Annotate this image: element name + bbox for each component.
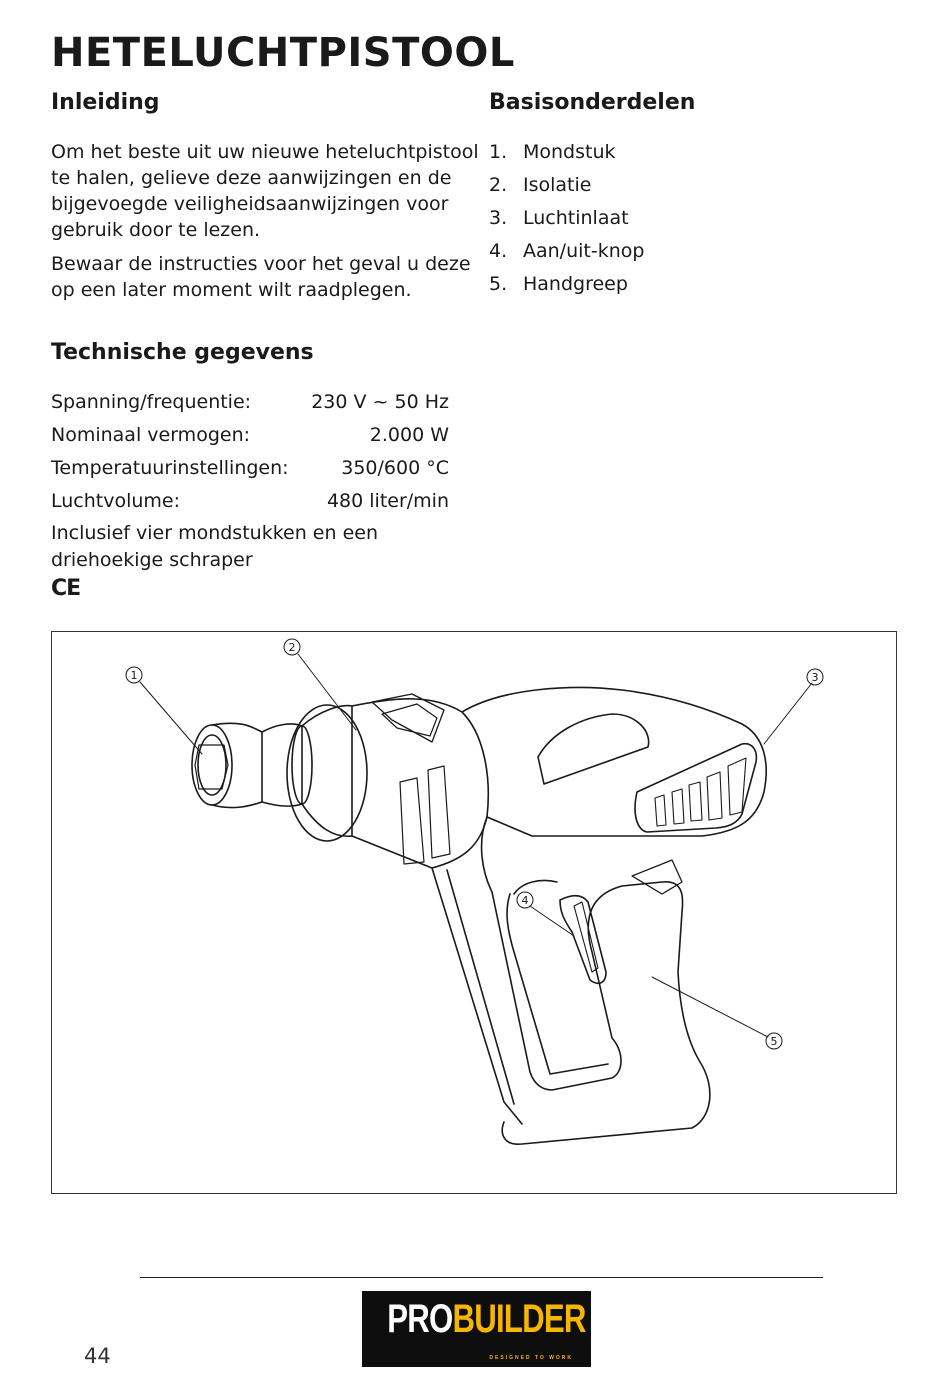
product-diagram	[51, 631, 897, 1194]
logo-pro: PRO	[387, 1297, 453, 1341]
accessories-note	[51, 520, 411, 574]
intro-line: op een later moment wilt raadplegen.	[51, 279, 412, 301]
logo-builder: BUILDER	[452, 1297, 586, 1341]
svg-text:3: 3	[811, 671, 819, 684]
item-label: Luchtinlaat	[523, 207, 629, 229]
tech-heading: Technische gegevens	[51, 340, 314, 365]
callout-5	[766, 1033, 782, 1049]
insulation	[287, 694, 488, 868]
spec-row	[51, 454, 449, 487]
item-number: 3.	[489, 207, 508, 229]
parts-list-item	[489, 204, 644, 237]
page-title: HETELUCHTPISTOOL	[51, 30, 515, 76]
intro-heading: Inleiding	[51, 90, 160, 115]
note-line: driehoekige schraper	[51, 549, 253, 571]
spec-value: 480 liter/min	[326, 490, 449, 512]
item-number: 1.	[489, 141, 508, 163]
intro-line: Bewaar de instructies voor het geval u deze	[51, 253, 471, 275]
parts-list-item	[489, 138, 644, 171]
parts-list-item	[489, 270, 644, 303]
ce-mark: CE	[51, 576, 81, 601]
spec-row	[51, 487, 449, 520]
svg-text:5: 5	[770, 1035, 778, 1048]
spec-table	[51, 388, 449, 520]
page-number: 44	[84, 1344, 111, 1368]
spec-value: 2.000 W	[369, 424, 449, 446]
item-label: Aan/uit-knop	[523, 240, 645, 262]
intro-paragraph-1	[51, 139, 479, 243]
spec-label: Temperatuurinstellingen:	[51, 457, 289, 479]
spec-row	[51, 388, 449, 421]
intro-line: Om het beste uit uw nieuwe heteluchtpistool	[51, 141, 479, 163]
logo-tagline: DESIGNED TO WORK	[489, 1355, 573, 1361]
spec-value: 230 V ~ 50 Hz	[311, 391, 449, 413]
spec-row	[51, 421, 449, 454]
spec-label: Luchtvolume:	[51, 490, 181, 512]
intro-line: gebruik door te lezen.	[51, 219, 261, 241]
svg-text:2: 2	[288, 641, 296, 654]
item-number: 2.	[489, 174, 508, 196]
heat-gun-drawing	[52, 632, 898, 1195]
intro-line: te halen, gelieve deze aanwijzingen en de	[51, 167, 452, 189]
intro-line: bijgevoegde veiligheidsaanwijzingen voor	[51, 193, 449, 215]
parts-list-item	[489, 237, 644, 270]
spec-label: Nominaal vermogen:	[51, 424, 251, 446]
parts-list	[489, 138, 644, 303]
callout-3	[807, 669, 823, 685]
handle	[432, 817, 710, 1144]
note-line: Inclusief vier mondstukken en een	[51, 522, 378, 544]
intro-paragraph-2	[51, 251, 471, 303]
svg-text:1: 1	[130, 669, 138, 682]
footer-divider	[140, 1277, 823, 1278]
spec-value: 350/600 °C	[341, 457, 449, 479]
item-number: 4.	[489, 240, 508, 262]
item-number: 5.	[489, 273, 508, 295]
item-label: Isolatie	[523, 174, 592, 196]
parts-heading: Basisonderdelen	[489, 90, 696, 115]
parts-list-item	[489, 171, 644, 204]
spec-label: Spanning/frequentie:	[51, 391, 252, 413]
item-label: Handgreep	[523, 273, 628, 295]
callout-4	[517, 892, 533, 908]
logo-wordmark	[387, 1297, 586, 1342]
callout-2	[284, 639, 300, 655]
svg-text:4: 4	[521, 894, 529, 907]
callout-1	[126, 667, 142, 683]
probuilder-logo	[362, 1291, 591, 1367]
item-label: Mondstuk	[523, 141, 616, 163]
body-housing	[462, 688, 766, 836]
